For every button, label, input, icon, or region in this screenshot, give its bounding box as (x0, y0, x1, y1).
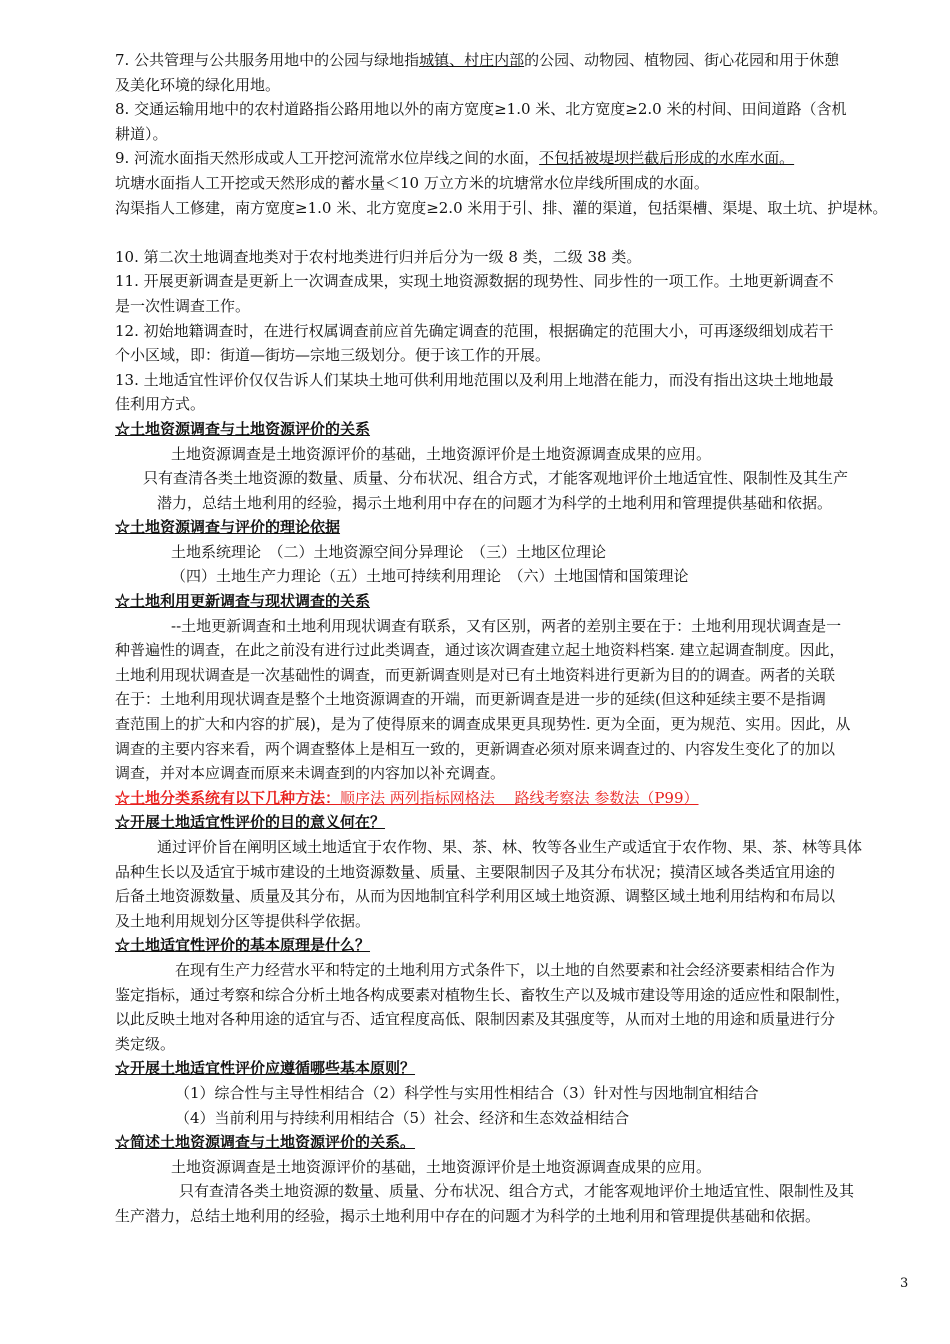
page-number: 3 (900, 1276, 909, 1291)
item-7: 7. 公共管理与公共服务用地中的公园与绿地指城镇、村庄内部的公园、动物园、植物园、街心花园和用于休憩 (115, 51, 840, 69)
section-heading: ☆土地资源调查与评价的理论依据 (115, 518, 341, 537)
item-13: 13. 土地适宜性评价仅仅告诉人们某块土地可供利用地范围以及利用上地潜在能力，而没有指出这块土地地最 (115, 370, 834, 389)
item-13-cont: 佳利用方式。 (115, 395, 206, 414)
paragraph-line: 只有查清各类土地资源的数量、质量、分布状况、组合方式，才能客观地评价土地适宜性、限制性及其生产 (143, 469, 849, 488)
paragraph-line: 以此反映土地对各种用途的适宜与否、适宜程度高低、限制因素及其强度等，从而对土地的用途和质量进行分 (115, 1010, 836, 1029)
section-heading: ☆简述土地资源调查与土地资源评价的关系。 (115, 1133, 416, 1152)
item-7-cont: 及美化环境的绿化用地。 (115, 75, 281, 94)
paragraph-line: 品种生长以及适宜于城市建设的土地资源数量、质量、主要限制因子及其分布状况；摸清区域各类适宜用途的 (115, 862, 836, 881)
section-heading: ☆土地适宜性评价的基本原理是什么？ (115, 936, 371, 955)
underlined-phrase: 不包括被堤坝拦截后形成的水库水面。 (539, 149, 795, 168)
paragraph-line: --土地更新调查和土地利用现状调查有联系，又有区别，两者的差别主要在于：土地利用现状调查是一 (171, 616, 842, 635)
item-12: 12. 初始地籍调查时，在进行权属调查前应首先确定调查的范围，根据确定的范围大小，可再逐级细划成若干 (115, 321, 834, 340)
paragraph-line: （1）综合性与主导性相结合（2）科学性与实用性相结合（3）针对性与因地制宜相结合 (175, 1083, 759, 1102)
paragraph-line: （4）当前利用与持续利用相结合（5）社会、经济和生态效益相结合 (175, 1108, 630, 1127)
paragraph-line: 种普遍性的调查，在此之前没有进行过此类调查，通过该次调查建立起土地资料档案. 建立起调查制度。因此， (115, 641, 845, 660)
section-heading: ☆开展土地适宜性评价应遵循哪些基本原则？ (115, 1059, 416, 1078)
item-8: 8. 交通运输用地中的农村道路指公路用地以外的南方宽度≥1.0 米、北方宽度≥2.0 米的村间、田间道路（含机 (115, 100, 847, 119)
item-12-cont: 个小区域，即：街道—街坊—宗地三级划分。便于该工作的开展。 (115, 346, 551, 365)
paragraph-line: 调查，并对本应调查而原来未调查到的内容加以补充调查。 (115, 764, 506, 783)
paragraph-line: 及土地利用规划分区等提供科学依据。 (115, 911, 371, 930)
item-11: 11. 开展更新调查是更新上一次调查成果，实现土地资源数据的现势性、同步性的一项工作。土地更新调查不 (115, 272, 834, 291)
item-10: 10. 第二次土地调查地类对于农村地类进行归并后分为一级 8 类，二级 38 类。 (115, 247, 642, 266)
paragraph-line: 潜力，总结土地利用的经验，揭示土地利用中存在的问题才为科学的土地利用和管理提供基础和依据。 (157, 493, 833, 512)
section-heading: ☆开展土地适宜性评价的目的意义何在？ (115, 813, 386, 832)
item-9: 9. 河流水面指天然形成或人工开挖河流常水位岸线之间的水面，不包括被堤坝拦截后形成的水库水面。 (115, 149, 795, 168)
paragraph-line: 土地资源调查是土地资源评价的基础，土地资源评价是土地资源调查成果的应用。 (171, 444, 712, 463)
section-heading: ☆土地利用更新调查与现状调查的关系 (115, 592, 371, 611)
paragraph-line: 通过评价旨在阐明区域土地适宜于农作物、果、茶、林、牧等各业生产或适宜于农作物、果、茶、林等具体 (157, 838, 863, 856)
paragraph-line: 只有查清各类土地资源的数量、质量、分布状况、组合方式，才能客观地评价土地适宜性、限制性及其 (179, 1182, 855, 1201)
paragraph-line: 查范围上的扩大和内容的扩展)，是为了使得原来的调查成果更具现势性. 更为全面，更为规范、实用。因此，从 (115, 715, 851, 734)
paragraph-line: 在于：土地利用现状调查是整个土地资源调查的开端，而更新调查是进一步的延续(但这种延续主要不是指调 (115, 690, 826, 709)
paragraph-line: 土地系统理论 （二）土地资源空间分异理论 （三）土地区位理论 (171, 542, 607, 561)
paragraph-line: 鉴定指标，通过考察和综合分析土地各构成要素对植物生长、畜牧生产以及城市建设等用途的适应性和限制性， (115, 985, 851, 1004)
page-content (115, 48, 915, 1229)
section-heading-red: ☆土地分类系统有以下几种方法：顺序法 两列指标网格法 路线考察法 参数法（P99） (115, 788, 699, 807)
blank-line (115, 220, 915, 245)
underlined-phrase: 城镇、村庄内部 (419, 51, 525, 69)
paragraph-line: 土地利用现状调查是一次基础性的调查，而更新调查则是对已有土地资料进行更新为目的的调查。两者的关联 (115, 665, 836, 684)
item-11-cont: 是一次性调查工作。 (115, 296, 251, 315)
item-8-cont: 耕道）。 (115, 124, 168, 143)
section-heading: ☆土地资源调查与土地资源评价的关系 (115, 419, 371, 438)
paragraph-line: （四）土地生产力理论（五）土地可持续利用理论 （六）土地国情和国策理论 (171, 567, 689, 586)
paragraph-line: 类定级。 (115, 1034, 176, 1053)
paragraph-line: 后备土地资源数量、质量及其分布，从而为因地制宜科学利用区域土地资源、调整区域土地利用结构和布局以 (115, 887, 836, 906)
paragraph-line: 在现有生产力经营水平和特定的土地利用方式条件下，以土地的自然要素和社会经济要素相结合作为 (175, 960, 836, 979)
paragraph-line: 调查的主要内容来看，两个调查整体上是相互一致的，更新调查必须对原来调查过的、内容发生变化了的加以 (115, 739, 836, 758)
item-9-ditch: 沟渠指人工修建，南方宽度≥1.0 米、北方宽度≥2.0 米用于引、排、灌的渠道，包括渠槽、渠堤、取土坑、护堤林。 (115, 198, 888, 217)
paragraph-line: 生产潜力，总结土地利用的经验，揭示土地利用中存在的问题才为科学的土地利用和管理提供基础和依据。 (115, 1206, 821, 1225)
item-9-pond: 坑塘水面指人工开挖或天然形成的蓄水量＜10 万立方米的坑塘常水位岸线所围成的水面。 (115, 173, 709, 192)
paragraph-line: 土地资源调查是土地资源评价的基础，土地资源评价是土地资源调查成果的应用。 (171, 1157, 712, 1176)
